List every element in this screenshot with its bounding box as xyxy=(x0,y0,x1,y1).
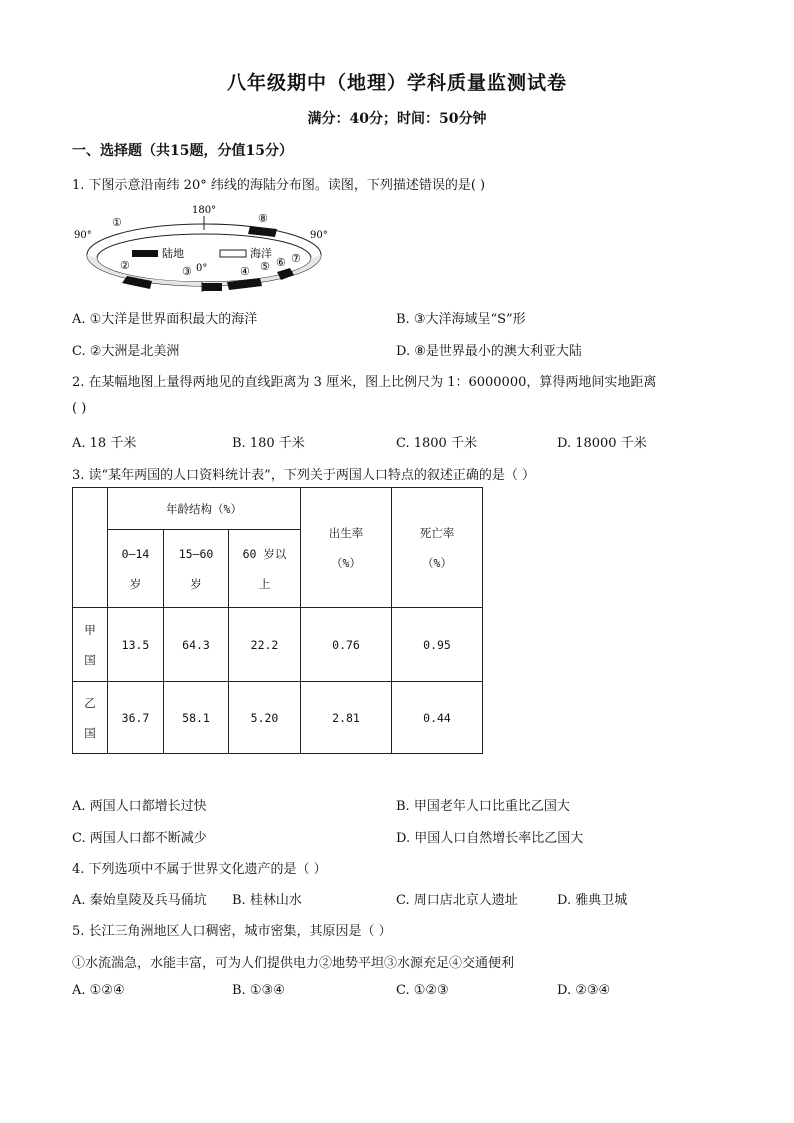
table-row xyxy=(73,608,483,682)
marker-8: ⑧ xyxy=(258,212,268,225)
q4-option-c: C. 周口店北京人遗址 xyxy=(396,893,518,908)
age-0-14-line1: 0–14 xyxy=(121,546,150,561)
marker-3: ③ xyxy=(182,265,192,278)
label-0: 0° xyxy=(196,263,208,274)
birth-rate-line1: 出生率 xyxy=(328,525,364,540)
q3-option-c: C. 两国人口都不断减少 xyxy=(72,831,207,846)
section-heading: 一、选择题（共15题，分值15分） xyxy=(72,143,293,159)
value-cell: 58.1 xyxy=(164,682,229,754)
question-5-stem: 5. 长江三角洲地区人口稠密，城市密集，其原因是（ ） xyxy=(72,924,392,939)
header-age-0-14 xyxy=(108,530,164,608)
value-cell: 0.76 xyxy=(301,608,392,682)
q4-option-d: D. 雅典卫城 xyxy=(557,893,628,908)
exam-info: 满分：40分；时间：50分钟 xyxy=(307,111,487,127)
q2-option-a: A. 18 千米 xyxy=(72,436,137,451)
value-cell: 36.7 xyxy=(108,682,164,754)
land-block xyxy=(202,283,222,291)
land-block xyxy=(248,226,277,237)
country-cell xyxy=(73,682,108,754)
birth-rate-line2: （%） xyxy=(331,555,361,570)
q1-option-c: C. ②大洲是北美洲 xyxy=(72,344,180,359)
q3-option-d: D. 甲国人口自然增长率比乙国大 xyxy=(396,831,584,846)
latitude-20s-map xyxy=(72,198,337,308)
death-rate-line2: （%） xyxy=(422,555,452,570)
header-birth-rate xyxy=(301,488,392,608)
marker-4: ④ xyxy=(240,265,250,278)
label-90-east: 90° xyxy=(310,230,328,241)
country-char-1: 甲 xyxy=(84,622,96,637)
country-char-1: 乙 xyxy=(84,695,96,710)
label-90-west: 90° xyxy=(74,230,92,241)
q2-option-c: C. 1800 千米 xyxy=(396,436,477,451)
value-cell: 0.44 xyxy=(392,682,483,754)
value-cell: 5.20 xyxy=(229,682,301,754)
legend-land-label: 陆地 xyxy=(162,247,184,260)
table-row xyxy=(73,682,483,754)
header-death-rate xyxy=(392,488,483,608)
legend-ocean-label: 海洋 xyxy=(250,247,272,260)
q5-option-c: C. ①②③ xyxy=(396,983,449,998)
q2-option-d: D. 18000 千米 xyxy=(557,436,647,451)
q3-option-b: B. 甲国老年人口比重比乙国大 xyxy=(396,799,570,814)
q5-option-a: A. ①②④ xyxy=(72,983,125,998)
question-4-stem: 4. 下列选项中不属于世界文化遗产的是（ ） xyxy=(72,862,327,877)
death-rate-line1: 死亡率 xyxy=(419,525,455,540)
value-cell: 13.5 xyxy=(108,608,164,682)
header-age-15-60 xyxy=(164,530,229,608)
header-age-structure: 年龄结构（%） xyxy=(108,488,301,530)
country-char-2: 国 xyxy=(84,652,96,667)
q5-option-d: D. ②③④ xyxy=(557,983,611,998)
marker-6: ⑥ xyxy=(276,256,286,269)
marker-2: ② xyxy=(120,259,130,272)
question-1-stem: 1. 下图示意沿南纬 20° 纬线的海陆分布图。读图，下列描述错误的是( ) xyxy=(72,178,486,193)
q5-option-b: B. ①③④ xyxy=(232,983,285,998)
page-title: 八年级期中（地理）学科质量监测试卷 xyxy=(226,72,567,94)
legend-ocean-swatch xyxy=(220,250,246,257)
value-cell: 22.2 xyxy=(229,608,301,682)
q1-option-a: A. ①大洋是世界面积最大的海洋 xyxy=(72,312,258,327)
marker-5: ⑤ xyxy=(260,260,270,273)
q1-option-d: D. ⑧是世界最小的澳大利亚大陆 xyxy=(396,344,582,359)
age-0-14-line2: 岁 xyxy=(129,576,142,591)
q1-option-b: B. ③大洋海域呈“S”形 xyxy=(396,312,526,327)
header-age-60-plus xyxy=(229,530,301,608)
question-3-stem: 3. 读“某年两国的人口资料统计表”，下列关于两国人口特点的叙述正确的是（ ） xyxy=(72,468,535,483)
marker-7: ⑦ xyxy=(291,252,301,265)
value-cell: 2.81 xyxy=(301,682,392,754)
question-2-blank: ( ) xyxy=(72,401,87,416)
age-60-plus-line1: 60 岁以 xyxy=(242,546,287,561)
age-60-plus-line2: 上 xyxy=(258,576,271,591)
question-5-statements: ①水流湍急，水能丰富，可为人们提供电力②地势平坦③水源充足④交通便利 xyxy=(72,956,515,971)
q4-option-a: A. 秦始皇陵及兵马俑坑 xyxy=(72,893,207,908)
value-cell: 0.95 xyxy=(392,608,483,682)
marker-1: ① xyxy=(112,216,122,229)
country-char-2: 国 xyxy=(84,725,96,740)
age-15-60-line1: 15–60 xyxy=(178,546,214,561)
question-2-stem: 2. 在某幅地图上量得两地见的直线距离为 3 厘米，图上比例尺为 1：6000000，算得两地间实地距离 xyxy=(72,375,657,390)
population-table xyxy=(72,487,483,754)
age-15-60-line2: 岁 xyxy=(190,576,202,591)
legend-land-swatch xyxy=(132,250,158,257)
q3-option-a: A. 两国人口都增长过快 xyxy=(72,799,207,814)
country-cell xyxy=(73,608,108,682)
label-180: 180° xyxy=(192,205,217,216)
table-corner xyxy=(73,488,108,608)
q2-option-b: B. 180 千米 xyxy=(232,436,305,451)
q4-option-b: B. 桂林山水 xyxy=(232,893,302,908)
value-cell: 64.3 xyxy=(164,608,229,682)
